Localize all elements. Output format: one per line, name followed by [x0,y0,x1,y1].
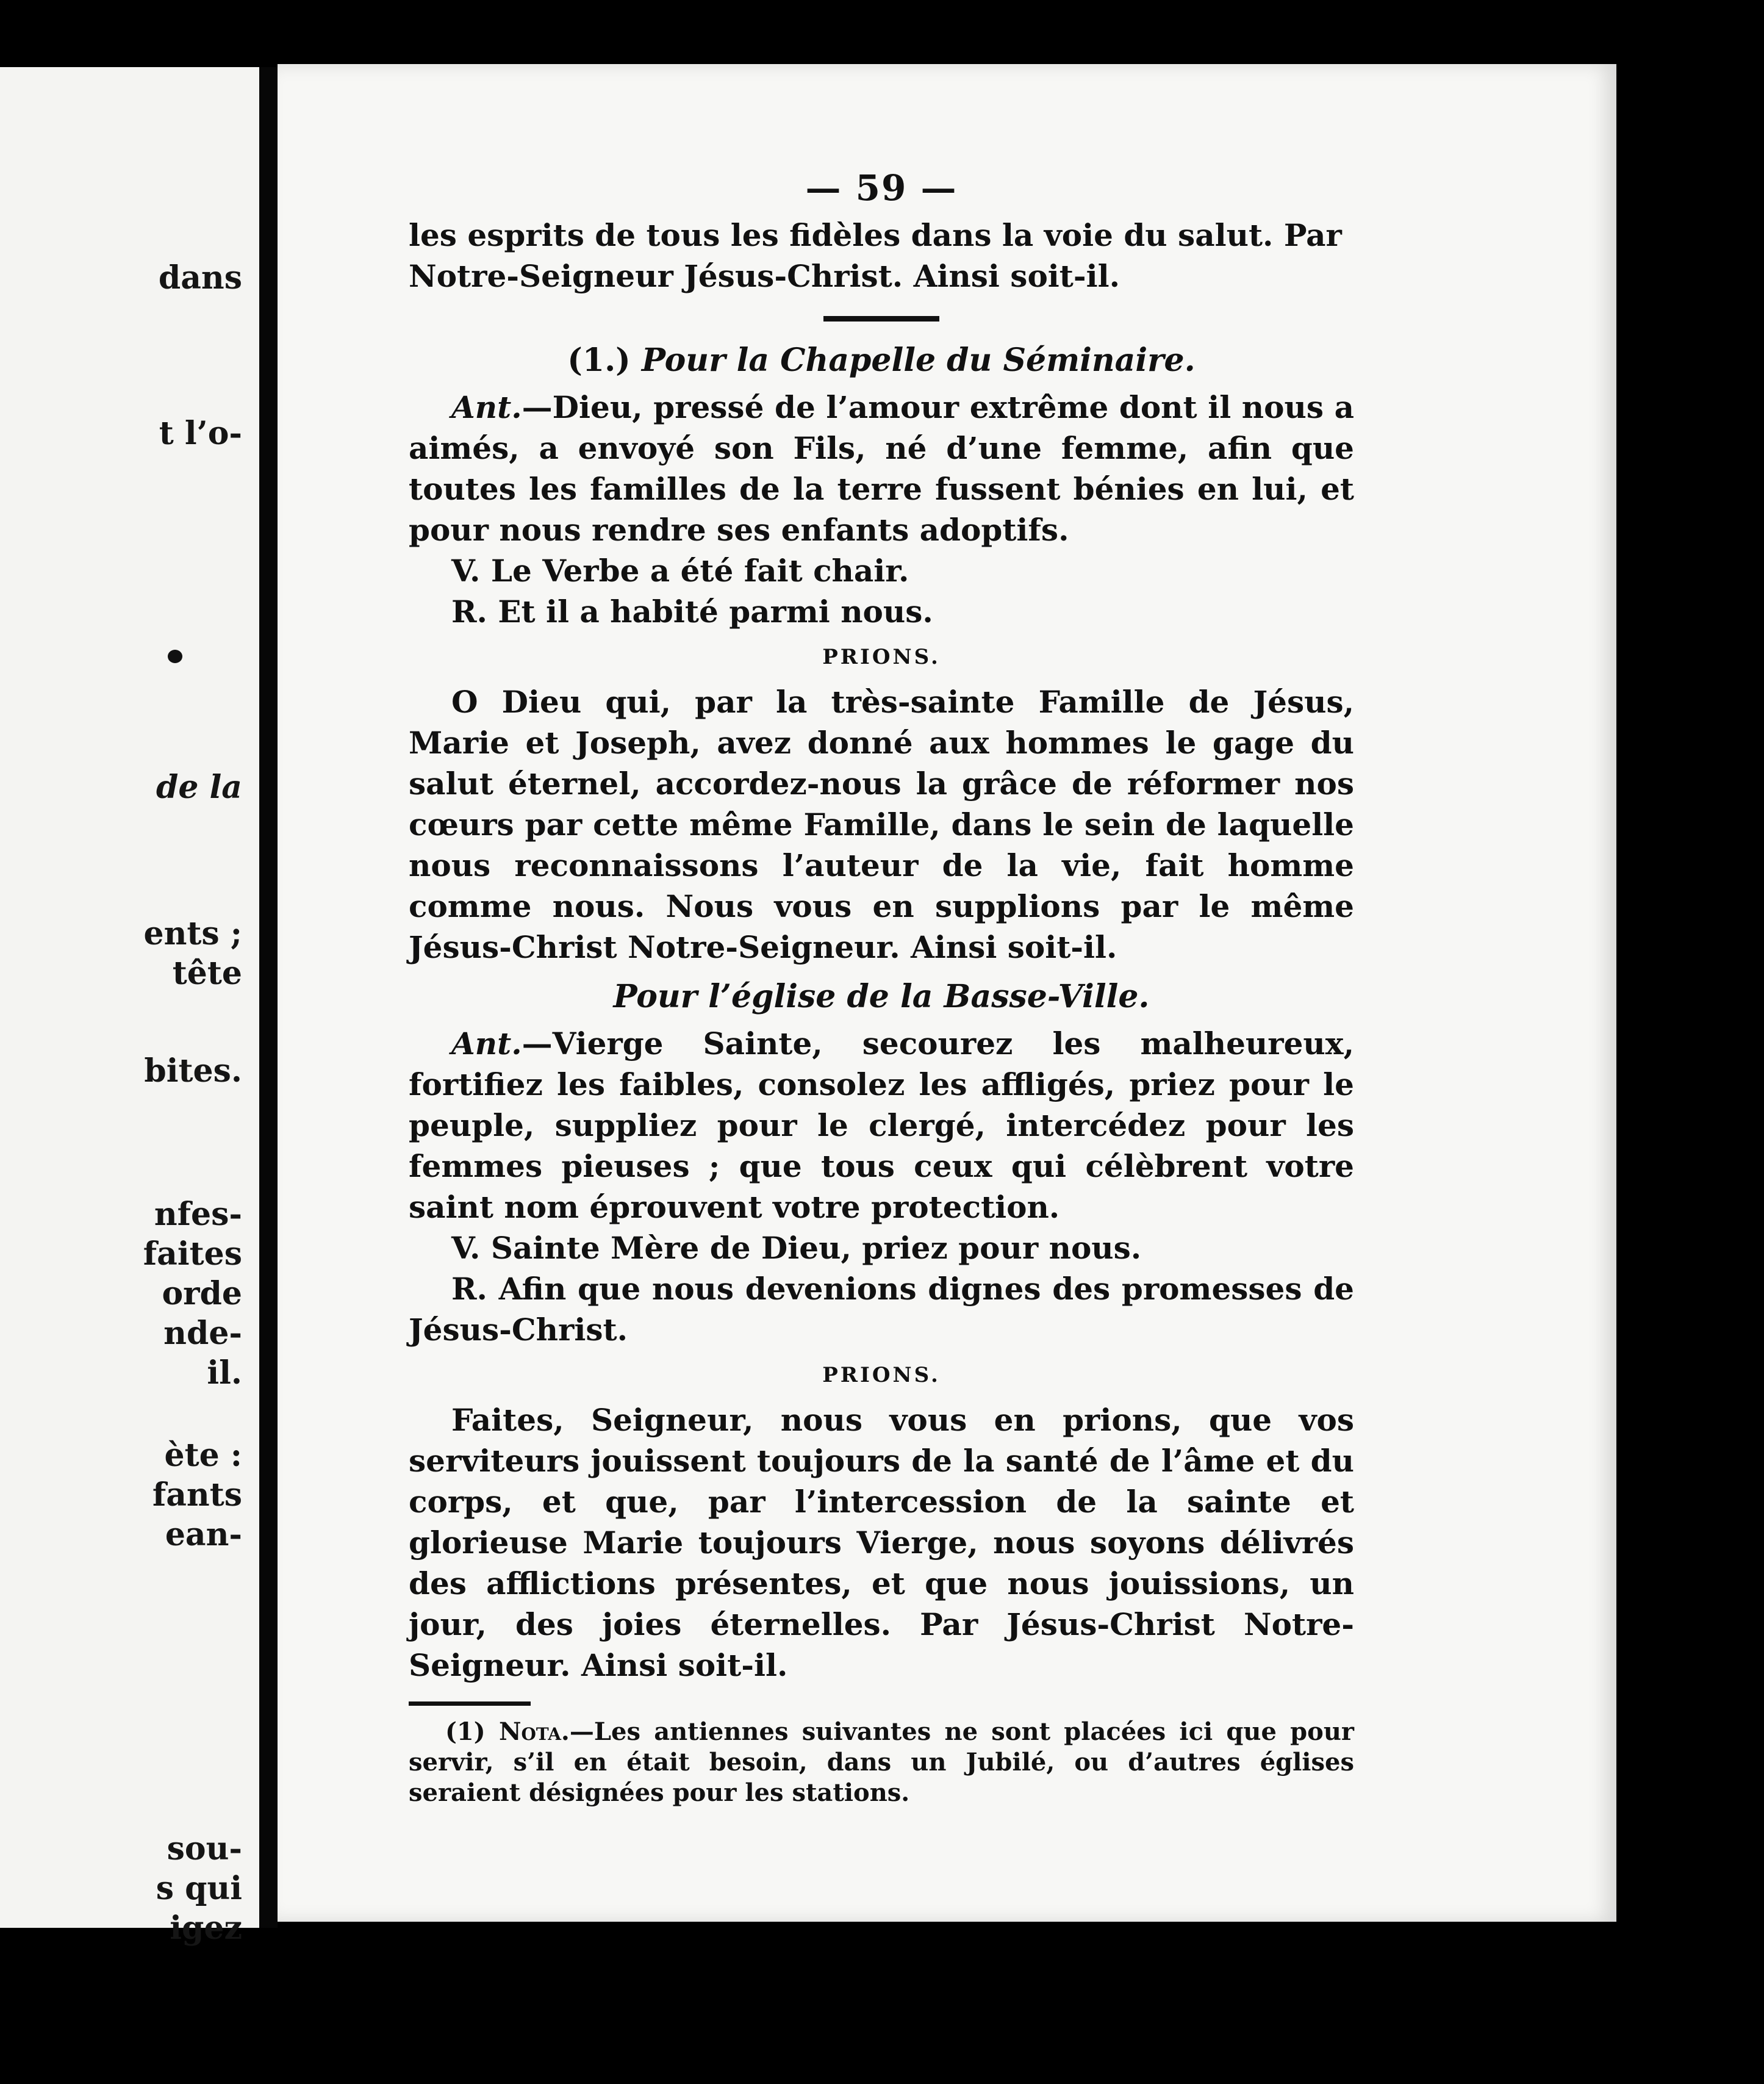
facing-page [0,67,259,1947]
facing-page-fragment: ents ; [143,915,242,952]
facing-page-fragment: ean- [165,1516,242,1553]
prayer-text: Faites, Seigneur, nous vous en prions, que vos serviteurs jouissent toujours de la santé de l’âme et du corps, et que, par l’intercession de la sainte et glorieuse Marie toujours Vierge, nous soyons délivrés des afflictions présentes, et que nous jouissions, un jour, des joies éternelles. Par Jésus-Christ Notre-Seigneur. Ainsi soit-il. [409,1402,1354,1683]
facing-page-fragment: sou- [167,1830,242,1867]
section-title: Pour l’église de la Basse-Ville. [613,978,1150,1015]
facing-page-fragment: fants [152,1476,242,1514]
prions-heading: PRIONS. [822,645,941,669]
footnote-rule [409,1701,531,1706]
facing-page-fragment: faites [143,1235,242,1273]
book-page [278,64,1616,1922]
section-title: Pour la Chapelle du Séminaire. [641,342,1196,379]
section-heading [409,340,1354,381]
versicle: V. Le Verbe a été fait chair. [451,553,909,589]
antiphon [409,387,1354,550]
footnote-marker: (1.) [567,342,631,379]
antiphon [409,1023,1354,1227]
versicle: V. Sainte Mère de Dieu, priez pour nous. [451,1230,1142,1266]
footnote-nota: Nota. [498,1717,570,1746]
antiphon-text: —Dieu, pressé de l’amour extrême dont il nous a aimés, a envoyé son Fils, né d’une femme, afin que toutes les familles de la terre fussent bénies en lui, et pour nous rendre ses enfants adoptifs. [409,389,1354,548]
antiphon-label: Ant. [451,389,522,425]
page-number: — 59 — [805,167,958,209]
section-rule [823,316,939,322]
footnote-text: —Les antiennes suivantes ne sont placées ici que pour servir, s’il en était besoin, dans un Jubilé, ou d’autres églises seraient désignées pour les stations. [409,1717,1354,1807]
prayer-text: O Dieu qui, par la très-sainte Famille de Jésus, Marie et Joseph, avez donné aux hommes le gage du salut éternel, accordez-nous la grâce de réformer nos cœurs par cette même Famille, dans le sein de laquelle nous reconnaissons l’auteur de la vie, fait homme comme nous. Nous vous en supplions par le même Jésus-Christ Notre-Seigneur. Ainsi soit-il. [409,684,1354,965]
facing-page-fragment: il. [207,1354,242,1392]
ink-spot [168,650,182,663]
page-text [409,168,1354,1808]
antiphon-label: Ant. [451,1026,522,1062]
book-gutter [259,67,278,1928]
facing-page-fragment: nde- [163,1315,242,1352]
facing-page-fragment: s qui [156,1870,242,1907]
footnote [409,1717,1354,1808]
facing-page-fragment: de la [156,769,242,806]
response: R. Afin que nous devenions dignes des promesses de Jésus-Christ. [409,1271,1354,1348]
facing-page-fragment: tête [172,955,242,992]
intro-line: Notre-Seigneur Jésus-Christ. Ainsi soit-il. [409,258,1120,294]
facing-page-fragment: orde [162,1275,242,1312]
section-heading [409,976,1354,1017]
prions-heading: PRIONS. [822,1363,941,1387]
facing-page-fragment: ète : [164,1437,242,1474]
facing-page-fragment: igez [170,1910,242,1947]
response: R. Et il a habité parmi nous. [451,594,933,630]
facing-page-fragment: t l’o- [159,415,242,452]
antiphon-text: —Vierge Sainte, secourez les malheureux, fortifiez les faibles, consolez les affligés, priez pour le peuple, suppliez pour le clergé, intercédez pour les femmes pieuses ; que tous ceux qui célèbrent votre saint nom éprouvent votre protection. [409,1026,1354,1225]
facing-page-fragment: bites. [144,1052,242,1090]
footnote-marker: (1) [445,1717,486,1746]
facing-page-fragment: dans [158,259,242,296]
facing-page-fragment: nfes- [154,1196,242,1233]
intro-line: les esprits de tous les fidèles dans la voie du salut. Par [409,217,1342,253]
